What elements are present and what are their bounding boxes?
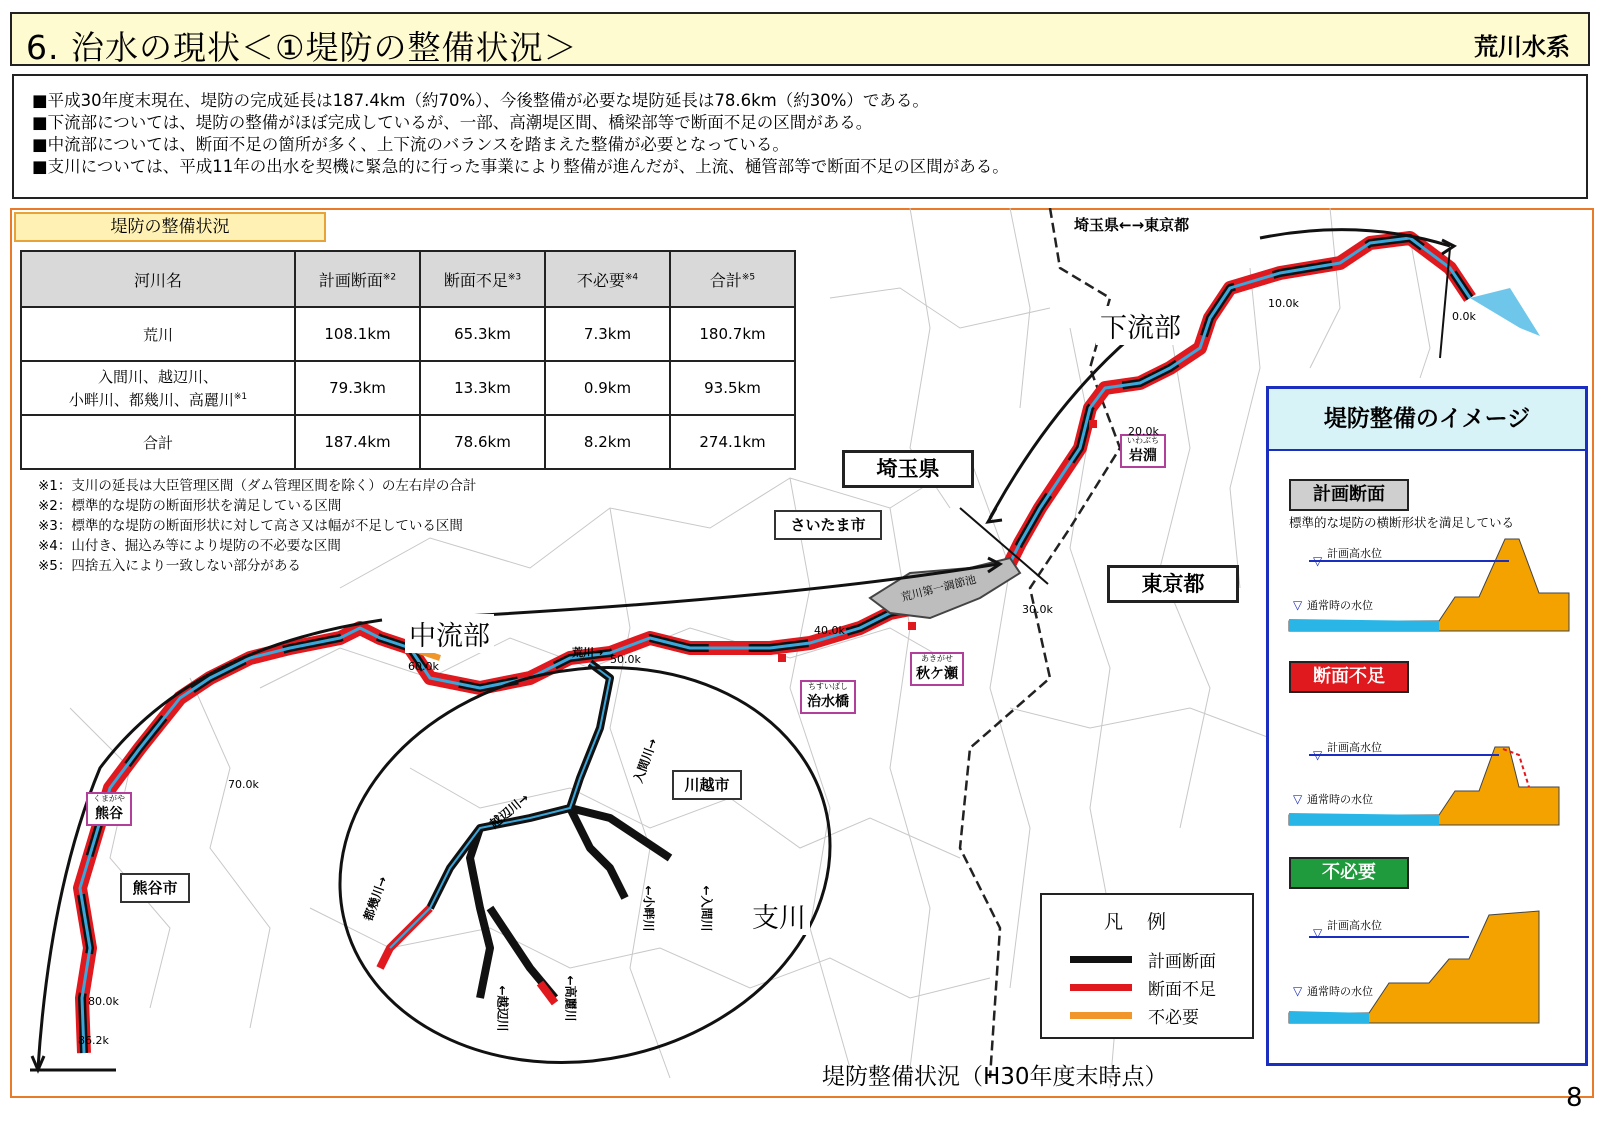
- table-cell: 8.2km: [545, 415, 670, 469]
- table-title: 堤防の整備状況: [14, 212, 326, 242]
- svg-text:▽: ▽: [1293, 792, 1303, 806]
- table-row: [21, 307, 795, 361]
- footnote: ※2：標準的な堤防の断面形状を満足している区間: [38, 498, 342, 514]
- map-legend: [1040, 893, 1254, 1039]
- normal-water-text: 通常時の水位: [1307, 985, 1373, 998]
- oppe-down-label: ←越辺川: [495, 985, 510, 1032]
- table-cell: 108.1km: [295, 307, 420, 361]
- km-mark: 40.0k: [814, 624, 845, 637]
- downstream-side-arrow: [990, 338, 1130, 518]
- legend-item: [1042, 947, 1252, 972]
- footnote: ※5：四捨五入により一致しない部分がある: [38, 558, 301, 574]
- cross-section-planned: [1279, 529, 1579, 639]
- table-cell: 93.5km: [670, 361, 795, 415]
- tributary-ellipse: [303, 623, 867, 1098]
- river-name-cell: 合計: [21, 415, 295, 469]
- summary-line: ■平成30年度末現在、堤防の完成延長は187.4km（約70%）、今後整備が必要な堤防延長は78.6km（約30%）である。: [32, 91, 929, 110]
- legend-swatch: [1070, 1012, 1132, 1019]
- tag-planned: 計画断面: [1289, 479, 1409, 511]
- header-cell: 河川名: [21, 251, 295, 307]
- legend-swatch: [1070, 984, 1132, 991]
- tag-unnecessary: 不必要: [1289, 857, 1409, 889]
- kohan-down-label: ←小畔川: [641, 885, 656, 932]
- high-water-text: 計画高水位: [1327, 919, 1382, 932]
- legend-swatch: [1070, 956, 1132, 963]
- legend-label: 断面不足: [1148, 980, 1216, 1000]
- koma-down-label: ←高麗川: [563, 975, 578, 1022]
- map-caption: 堤防整備状況（H30年度末時点）: [822, 1064, 1168, 1090]
- svg-text:▽: ▽: [1313, 926, 1323, 940]
- panel-note: 標準的な堤防の横断形状を満足している: [1289, 515, 1515, 530]
- table-cell: 13.3km: [420, 361, 545, 415]
- saitama-city-label: さいたま市: [774, 510, 882, 540]
- kawagoe-city-label: 川越市: [672, 770, 742, 800]
- footnote: ※1：支川の延長は大臣管理区間（ダム管理区間を除く）の左右岸の合計: [38, 478, 477, 494]
- km-mark: 86.2k: [78, 1034, 109, 1047]
- place-kumagaya: くまがや 熊谷: [86, 792, 132, 826]
- kumagaya-city-label: 熊谷市: [120, 873, 190, 903]
- km-mark: 60.0k: [408, 660, 439, 673]
- normal-water-text: 通常時の水位: [1307, 793, 1373, 806]
- km-mark: 30.0k: [1022, 603, 1053, 616]
- svg-text:▽: ▽: [1293, 984, 1303, 998]
- summary-line: ■中流部については、断面不足の箇所が多く、上下流のバランスを踏まえた整備が必要となっている。: [32, 135, 789, 154]
- table-cell: 0.9km: [545, 361, 670, 415]
- km-mark: 70.0k: [228, 778, 259, 791]
- arakawa-arrow-label: 荒川→: [572, 646, 604, 659]
- table-cell: 7.3km: [545, 307, 670, 361]
- footnote: ※3：標準的な堤防の断面形状に対して高さ又は幅が不足している区間: [38, 518, 463, 534]
- saitama-label: 埼玉県: [842, 450, 974, 488]
- summary-line: ■支川については、平成11年の出水を契機に緊急的に行った事業により整備が進んだが、上流、樋管部等で断面不足の区間がある。: [32, 157, 1009, 176]
- cross-section-unnecessary: [1279, 909, 1579, 1029]
- iruma-down-label: ←入間川: [699, 885, 714, 932]
- table-cell: 65.3km: [420, 307, 545, 361]
- high-water-text: 計画高水位: [1327, 547, 1382, 560]
- table-row: [21, 361, 795, 415]
- toki-deficient-line: [380, 908, 430, 968]
- table-cell: 187.4km: [295, 415, 420, 469]
- oppe-upper-line: [470, 828, 490, 998]
- svg-text:▽: ▽: [1313, 554, 1323, 568]
- tributaries: [380, 663, 670, 1003]
- place-chisuibashi: ちすいばし 治水橋: [800, 680, 856, 714]
- km-mark: 80.0k: [88, 995, 119, 1008]
- km-mark: 20.0k: [1128, 425, 1159, 438]
- reservoir-label: 荒川第一調節池: [899, 572, 978, 605]
- place-akigase: あきがせ 秋ケ瀬: [910, 652, 964, 686]
- page-title: 6. 治水の現状＜①堤防の整備状況＞: [26, 28, 578, 67]
- legend-item: [1042, 1003, 1252, 1028]
- header-cell: 合計$^{※5}$: [670, 251, 795, 307]
- footnote: ※4：山付き、掘込み等により堤防の不必要な区間: [38, 538, 341, 554]
- river-name-cell: 入間川、越辺川、 小畔川、都幾川、高麗川$^{※1}$: [21, 361, 295, 415]
- tag-deficient: 断面不足: [1289, 661, 1409, 693]
- title-bar: [10, 12, 1590, 66]
- svg-text:▽: ▽: [1293, 598, 1303, 612]
- panel-title: 堤防整備のイメージ: [1269, 389, 1585, 451]
- legend-label: 計画断面: [1148, 952, 1216, 972]
- normal-water-text: 通常時の水位: [1307, 599, 1373, 612]
- river-name-cell: 荒川: [21, 307, 295, 361]
- embankment-status-table: [20, 250, 796, 470]
- embankment-image-panel: [1266, 386, 1588, 1066]
- river-mouth: [1470, 288, 1540, 336]
- toki-arrow-label: 都幾川→: [361, 874, 390, 923]
- legend-title: 凡例: [1103, 911, 1190, 933]
- km-mark: 0.0k: [1452, 310, 1476, 323]
- tributary-label: 支川: [748, 896, 810, 935]
- summary-line: ■下流部については、堤防の整備がほぼ完成しているが、一部、高潮堤区間、橋梁部等で断面不足の区間がある。: [32, 113, 873, 132]
- river-system-label: 荒川水系: [1474, 33, 1570, 61]
- iruma-oppe-line: [430, 663, 610, 908]
- iruma-arrow-label: 入間川→: [631, 736, 660, 785]
- header-cell: 断面不足$^{※3}$: [420, 251, 545, 307]
- table-cell: 78.6km: [420, 415, 545, 469]
- km-mark: 50.0k: [610, 653, 641, 666]
- table-header-row: [21, 251, 795, 307]
- table-row: [21, 415, 795, 469]
- legend-label: 不必要: [1148, 1008, 1199, 1028]
- table-cell: 274.1km: [670, 415, 795, 469]
- legend-item: [1042, 975, 1252, 1000]
- cross-section-deficient: [1279, 723, 1579, 833]
- high-water-text: 計画高水位: [1327, 741, 1382, 754]
- footnotes: [38, 476, 476, 576]
- downstream-label: 下流部: [1096, 306, 1185, 345]
- svg-text:▽: ▽: [1313, 748, 1323, 762]
- place-iwabuchi: いわぶち 岩淵: [1120, 434, 1166, 468]
- table-cell: 79.3km: [295, 361, 420, 415]
- header-cell: 計画断面$^{※2}$: [295, 251, 420, 307]
- pref-border-label: 埼玉県←→東京都: [1074, 216, 1190, 234]
- summary-box: [12, 74, 1588, 199]
- page-number: 8: [1566, 1083, 1583, 1113]
- midstream-label: 中流部: [405, 614, 494, 653]
- tokyo-label: 東京都: [1107, 565, 1239, 603]
- header-cell: 不必要$^{※4}$: [545, 251, 670, 307]
- oppe-arrow-label: 越辺川→: [487, 790, 532, 832]
- table-cell: 180.7km: [670, 307, 795, 361]
- km-mark: 10.0k: [1268, 297, 1299, 310]
